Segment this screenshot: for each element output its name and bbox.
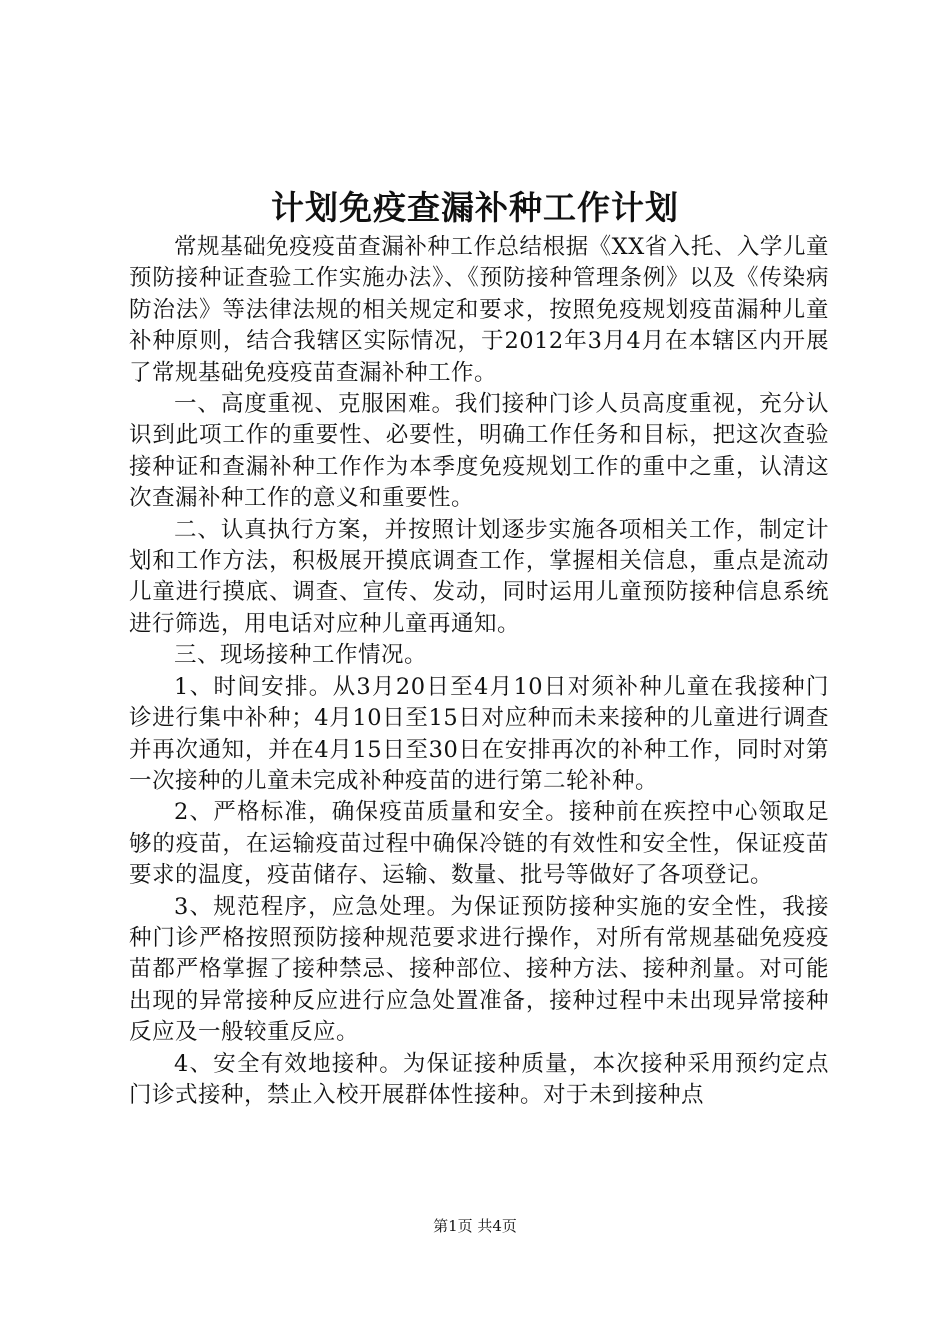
paragraph-section-3-heading: 三、现场接种工作情况。 <box>174 642 428 669</box>
page-number-footer: 第1页 共4页 <box>433 1217 517 1235</box>
paragraph-section-1: 一、高度重视、克服困难。我们接种门诊人员高度重视，充分认识到此项工作的重要性、必要性，明确工作任务和目标，把这次查验接种证和查漏补种工作作为本季度免疫规划工作的重中之重，认清这次查漏补种工作的意义和重要性。 <box>129 391 829 512</box>
paragraph-item-4: 4、安全有效地接种。为保证接种质量，本次接种采用预约定点门诊式接种，禁止入校开展群体性接种。对于未到接种点 <box>129 1050 829 1108</box>
paragraph-item-2: 2、严格标准，确保疫苗质量和安全。接种前在疾控中心领取足够的疫苗，在运输疫苗过程中确保冷链的有效性和安全性，保证疫苗要求的温度，疫苗储存、运输、数量、批号等做好了各项登记。 <box>129 799 829 889</box>
document-title: 计划免疫查漏补种工作计划 <box>271 188 679 227</box>
paragraph-section-2: 二、认真执行方案，并按照计划逐步实施各项相关工作，制定计划和工作方法，积极展开摸底调查工作，掌握相关信息，重点是流动儿童进行摸底、调查、宣传、发动，同时运用儿童预防接种信息系统进行筛选，用电话对应种儿童再通知。 <box>129 516 829 637</box>
paragraph-item-3: 3、规范程序，应急处理。为保证预防接种实施的安全性，我接种门诊严格按照预防接种规范要求进行操作，对所有常规基础免疫疫苗都严格掌握了接种禁忌、接种部位、接种方法、接种剂量。对可能出现的异常接种反应进行应急处置准备，接种过程中未出现异常接种反应及一般较重反应。 <box>129 893 829 1046</box>
paragraph-intro: 常规基础免疫疫苗查漏补种工作总结根据《XX省入托、入学儿童预防接种证查验工作实施办法》、《预防接种管理条例》以及《传染病防治法》等法律法规的相关规定和要求，按照免疫规划疫苗漏种儿童补种原则，结合我辖区实际情况，于2012年3月4月在本辖区内开展了常规基础免疫疫苗查漏补种工作。 <box>129 234 829 386</box>
paragraph-item-1: 1、时间安排。从3月20日至4月10日对须补种儿童在我接种门诊进行集中补种；4月10日至15日对应种而未来接种的儿童进行调查并再次通知，并在4月15日至30日在安排再次的补种工作，同时对第一次接种的儿童未完成补种疫苗的进行第二轮补种。 <box>129 673 829 794</box>
document-body <box>129 232 829 1111</box>
